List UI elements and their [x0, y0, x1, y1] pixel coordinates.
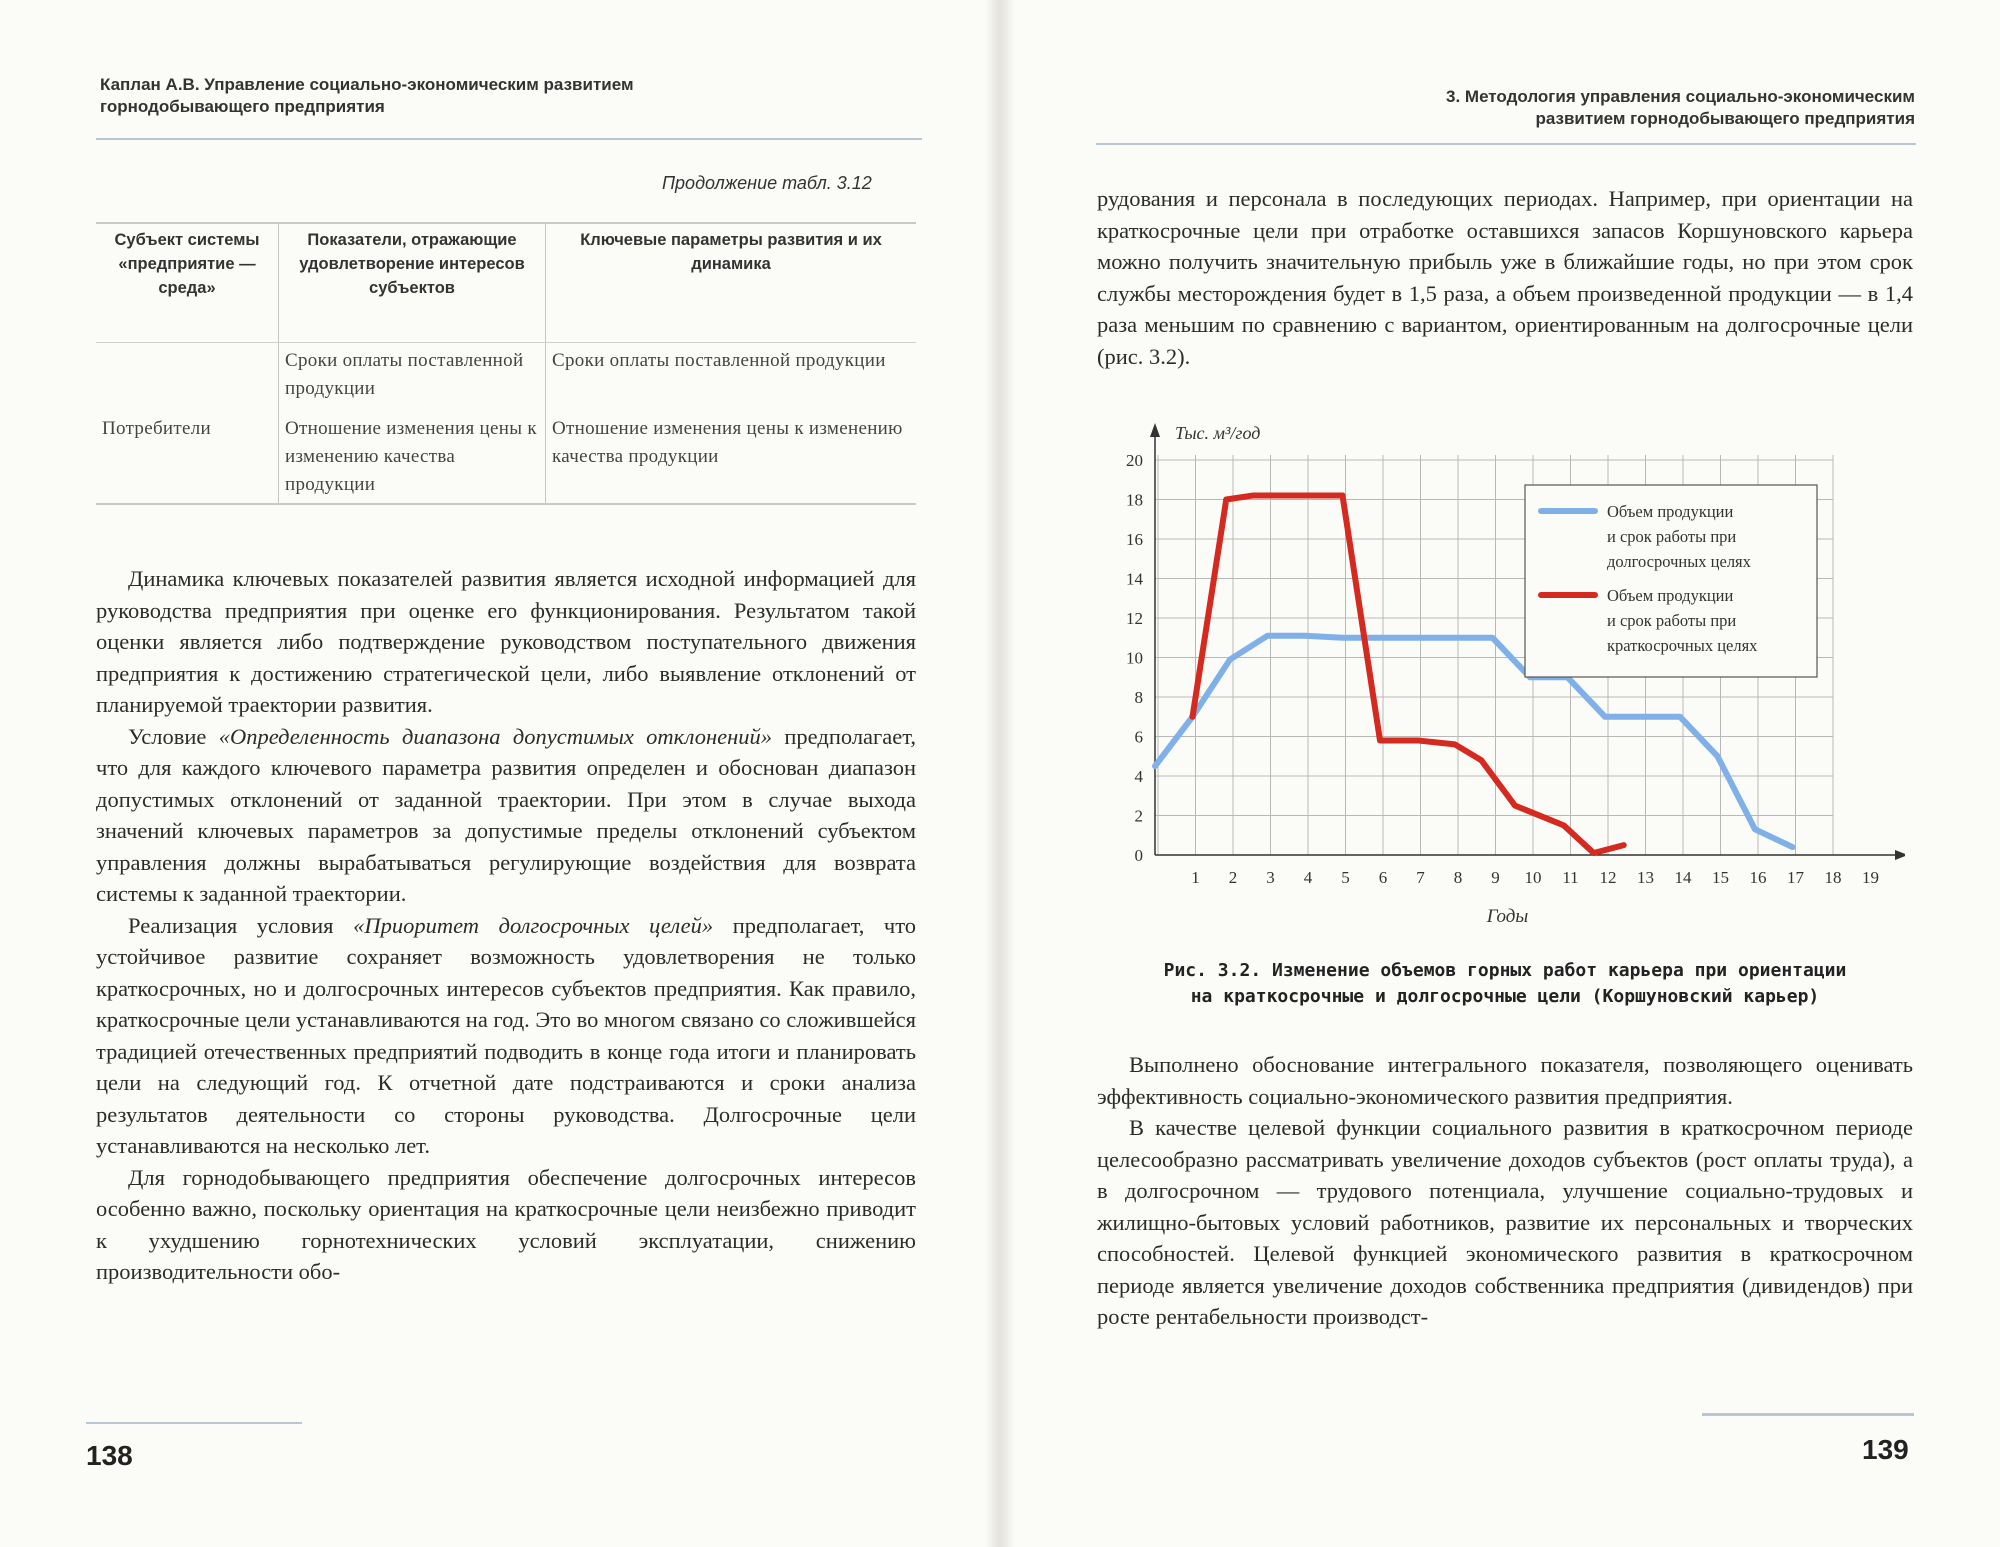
table-row: [96, 343, 916, 412]
x-tick-label: 2: [1228, 868, 1238, 887]
x-tick-label: 5: [1341, 868, 1350, 887]
table-cell: Сроки оплаты поставленной продукции: [279, 343, 546, 412]
table-continuation-caption: Продолжение табл. 3.12: [662, 173, 872, 193]
legend-label: Объем продукции: [1607, 586, 1734, 605]
table-cell: [96, 343, 279, 412]
y-tick-label: 10: [1126, 648, 1143, 668]
x-tick-label: 11: [1562, 868, 1579, 887]
x-tick-label: 1: [1191, 868, 1200, 887]
left-running-header: [100, 74, 634, 118]
paragraph: Динамика ключевых показателей развития является исходной информацией для руководства предприятия при оценке его функционирования. Результатом такой оценки является либо подтверждение руководством поступательного движения предприятия к достижению стратегической цели, либо выявление отклонений от планируемой траектории развития.: [96, 566, 916, 717]
x-tick-label: 6: [1378, 868, 1388, 887]
x-tick-label: 16: [1749, 868, 1767, 887]
y-tick-label: 8: [1134, 688, 1143, 707]
page-number-right: 139: [1862, 1434, 1909, 1465]
paragraph: Реализация условия «Приоритет долгосрочных целей» предполагает, что устойчивое развитие сохраняет возможность удовлетворения не только краткосрочных, но и долгосрочных интересов субъектов предприятия. Как правило, краткосрочные цели устанавливаются на год. Это во многом связано со сложившейся традицией отечественных предприятий подводить в конце года итоги и планировать цели на следующий год. К отчетной дате подстраиваются и сроки анализа результатов деятельности со стороны руководства. Долгосрочные цели устанавливаются на несколько лет.: [96, 912, 917, 1158]
legend-label: долгосрочных целях: [1607, 552, 1751, 571]
table-header-cell: Ключевые параметры развития и их динамика: [546, 223, 917, 343]
table-row: [96, 411, 916, 504]
y-tick-label: 2: [1134, 806, 1143, 826]
y-tick-label: 4: [1134, 767, 1143, 786]
y-axis-arrow: [1150, 423, 1160, 437]
y-axis-title: Тыс. м³/год: [1175, 423, 1261, 443]
indicators-table: [96, 222, 916, 505]
left-footer-rule: [86, 1422, 302, 1424]
figure-caption: [1110, 958, 1900, 1010]
y-tick-label: 14: [1126, 569, 1143, 589]
right-header-line2: развитием горнодобывающего предприятия: [1535, 109, 1915, 128]
paragraph: В качестве целевой функции социального развития в краткосрочном периоде целесообразно рассматривать увеличение доходов субъектов (рост оплаты труда), а в долгосрочном — трудового потенциала, улучшение социально-трудовых и жилищно-бытовых условий работников, развитие их персональных и творческих способностей. Целевой функцией экономического развития в краткосрочном периоде является увеличение доходов собственника предприятия (дивидендов) при росте рентабельности производст-: [1097, 1115, 1913, 1329]
left-header-line2: горнодобывающего предприятия: [100, 97, 385, 116]
table-cell: Отношение изменения цены к изменению качества продукции: [546, 411, 917, 504]
x-tick-label: 19: [1862, 868, 1879, 887]
figure-caption-line1: Рис. 3.2. Изменение объемов горных работ карьера при ориентации: [1163, 960, 1847, 981]
x-tick-label: 9: [1491, 868, 1500, 887]
left-body-text: [96, 563, 916, 1288]
x-axis-arrow: [1895, 850, 1905, 860]
left-header-line1: Каплан А.В. Управление социально-экономическим развитием: [100, 75, 634, 94]
paragraph: Для горнодобывающего предприятия обеспечение долгосрочных интересов особенно важно, поскольку ориентация на краткосрочные цели неизбежно приводит к ухудшению горнотехнических условий эксплуатации, снижению производительности обо-: [96, 1164, 916, 1284]
y-tick-label: 16: [1126, 530, 1143, 549]
right-header-line1: 3. Методология управления социально-экономическим: [1446, 87, 1915, 106]
y-tick-label: 12: [1126, 609, 1143, 628]
x-tick-label: 3: [1266, 868, 1275, 887]
x-tick-label: 10: [1524, 868, 1542, 887]
left-header-rule: [96, 138, 922, 140]
x-tick-label: 4: [1303, 868, 1313, 887]
right-body-text-top: [1097, 183, 1913, 372]
table-cell: Сроки оплаты поставленной продукции: [546, 343, 917, 412]
legend-label: краткосрочных целях: [1607, 636, 1758, 655]
chart-legend: [1525, 485, 1817, 677]
right-running-header: [1215, 86, 1915, 130]
y-tick-label: 6: [1134, 727, 1143, 747]
table-cell: Потребители: [96, 411, 279, 504]
paragraph: рудования и персонала в последующих периодах. Например, при ориентации на краткосрочные цели при отработке оставшихся запасов Коршуновского карьера можно получить значительную прибыль уже в ближайшие годы, но при этом срок службы месторождения будет в 1,5 раза, а объем произведенной продукции — в 1,4 раза меньшим по сравнению с вариантом, ориентированным на долгосрочные цели (рис. 3.2).: [1097, 186, 1913, 369]
volume-chart: [1105, 415, 1905, 940]
x-tick-label: 13: [1637, 868, 1654, 887]
paragraph: Выполнено обоснование интегрального показателя, позволяющего оценивать эффективность социально-экономического развития предприятия.: [1097, 1052, 1913, 1109]
x-tick-label: 17: [1787, 868, 1804, 887]
x-tick-label: 12: [1599, 868, 1617, 887]
table-header-row: [96, 223, 916, 343]
y-tick-label: 18: [1126, 490, 1143, 510]
x-tick-label: 14: [1674, 868, 1692, 887]
table-header-cell: Субъект системы «предприятие — среда»: [96, 223, 279, 343]
right-header-rule: [1096, 143, 1916, 145]
figure-caption-line2: на краткосрочные и долгосрочные цели (Коршуновский карьер): [1190, 986, 1820, 1007]
legend-label: и срок работы при: [1607, 527, 1737, 546]
table-header-cell: Показатели, отражающие удовлетворение интересов субъектов: [279, 223, 546, 343]
book-gutter: [985, 0, 1015, 1547]
x-tick-label: 18: [1824, 868, 1842, 887]
y-tick-label: 0: [1134, 846, 1143, 865]
table-cell: Отношение изменения цены к изменению качества продукции: [279, 411, 546, 504]
x-tick-label: 15: [1712, 868, 1729, 887]
x-axis-title: Годы: [1486, 906, 1529, 927]
paragraph: Условие «Определенность диапазона допустимых отклонений» предполагает, что для каждого ключевого параметра развития определен и обоснован диапазон допустимых отклонений от заданной траектории. При этом в случае выхода значений ключевых параметров за допустимые пределы отклонений субъектом управления должны вырабатываться регулирующие воздействия для возврата системы к заданной траектории.: [96, 723, 916, 906]
legend-label: и срок работы при: [1607, 611, 1737, 630]
right-footer-rule: [1702, 1413, 1914, 1416]
x-tick-label: 7: [1416, 868, 1425, 887]
legend-label: Объем продукции: [1607, 502, 1734, 521]
page-number-left: 138: [86, 1440, 133, 1471]
y-tick-label: 20: [1126, 451, 1143, 470]
x-tick-label: 8: [1453, 868, 1463, 887]
right-body-text-bottom: [1097, 1049, 1913, 1333]
